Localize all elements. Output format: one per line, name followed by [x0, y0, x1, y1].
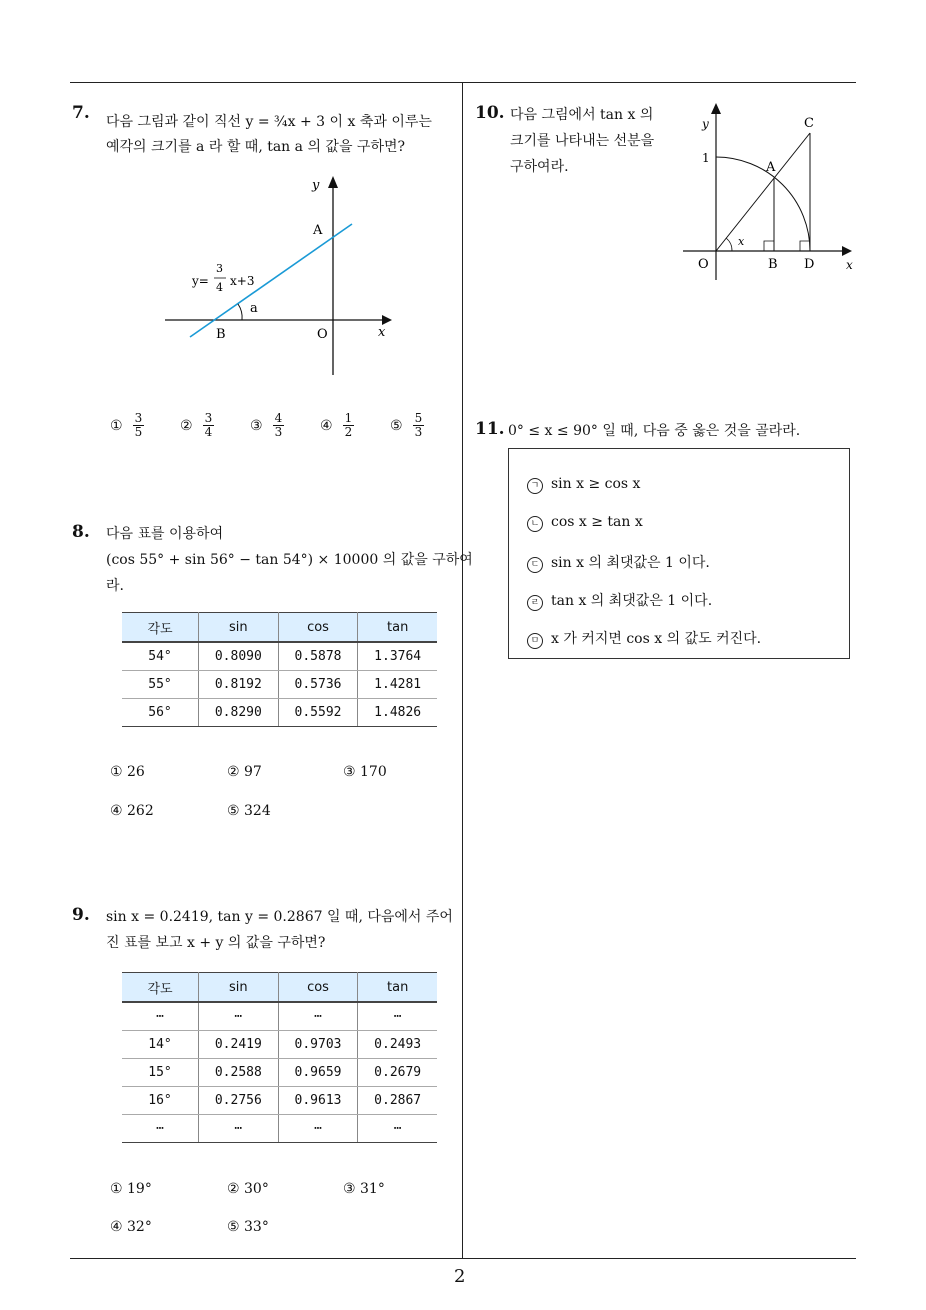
table-cell: 0.8192	[199, 671, 279, 699]
q11-item-2-text: cos x ≥ tan x	[551, 514, 643, 530]
q9-th-angle: 각도	[122, 973, 199, 1003]
q7-option-3-den: 3	[274, 425, 283, 439]
q7-option-3-mark: ③	[250, 417, 263, 434]
q11-item-5-mark: ㅁ	[527, 633, 543, 649]
table-cell: 55°	[122, 671, 199, 699]
table-cell: 0.2679	[358, 1059, 437, 1087]
q10-graph	[680, 100, 860, 280]
q11-item-5	[527, 628, 761, 649]
q9-option-1[interactable]: ① 19°	[110, 1181, 152, 1197]
q11-item-4-text: tan x 의 최댓값은 1 이다.	[551, 593, 713, 609]
q10-label-O: O	[698, 257, 709, 272]
q9-option-5[interactable]: ⑤ 33°	[227, 1219, 269, 1235]
page-number: 2	[454, 1266, 466, 1287]
q10-label-B: B	[768, 257, 778, 272]
table-cell: ⋯	[199, 1002, 279, 1031]
q7-option-3[interactable]	[250, 412, 284, 439]
q7-label-a: a	[250, 301, 258, 316]
table-row	[122, 1002, 437, 1031]
q11-item-1-text: sin x ≥ cos x	[551, 476, 641, 492]
table-cell: 0.2756	[199, 1087, 279, 1115]
q7-label-A: A	[313, 223, 323, 238]
q7-line2: 예각의 크기를 a 라 할 때, tan a 의 값을 구하면?	[106, 139, 405, 155]
q8-option-2[interactable]: ② 97	[227, 764, 262, 780]
q7-label-y: y	[312, 178, 320, 193]
q7-option-5-num: 5	[414, 411, 423, 425]
table-cell: 0.5878	[278, 642, 358, 671]
q7-option-4-den: 2	[344, 425, 353, 439]
table-cell: 1.4826	[358, 699, 437, 727]
q8-th-sin: sin	[199, 613, 279, 643]
q11-item-5-text: x 가 커지면 cos x 의 값도 커진다.	[551, 631, 762, 647]
q10-number: 10.	[475, 103, 505, 123]
q7-eq-num: 3	[216, 262, 223, 275]
q11-item-3-mark: ㄷ	[527, 557, 543, 573]
q11-item-2-mark: ㄴ	[527, 516, 543, 532]
table-cell: 0.8290	[199, 699, 279, 727]
q7-eq-prefix: y=	[192, 274, 209, 288]
q7-option-4-mark: ④	[320, 417, 333, 434]
q10-angle-arc	[726, 238, 732, 251]
table-cell: 0.5736	[278, 671, 358, 699]
q9-option-3[interactable]: ③ 31°	[343, 1181, 385, 1197]
table-row	[122, 671, 437, 699]
q7-line1: 다음 그림과 같이 직선 y = ¾x + 3 이 x 축과 이루는	[106, 114, 432, 130]
q7-x-arrow	[382, 315, 392, 325]
q11-item-1	[527, 476, 640, 494]
q7-eq-suffix: x+3	[230, 274, 255, 288]
table-cell: 56°	[122, 699, 199, 727]
q10-label-one: 1	[702, 151, 710, 165]
table-cell: ⋯	[358, 1002, 437, 1031]
table-cell: 0.9659	[278, 1059, 358, 1087]
table-cell: 0.9703	[278, 1031, 358, 1059]
q9-table	[122, 972, 437, 1143]
q7-option-2-den: 4	[204, 425, 213, 439]
table-cell: 16°	[122, 1087, 199, 1115]
table-cell: 1.4281	[358, 671, 437, 699]
q11-item-3-text: sin x 의 최댓값은 1 이다.	[551, 555, 710, 571]
table-row	[122, 642, 437, 671]
q10-label-y: y	[702, 117, 709, 131]
table-cell: 15°	[122, 1059, 199, 1087]
q9-th-tan: tan	[358, 973, 437, 1003]
table-cell: 54°	[122, 642, 199, 671]
q7-option-2-num: 3	[204, 411, 213, 425]
table-row	[122, 1059, 437, 1087]
q9-table-header	[122, 973, 437, 1003]
table-cell: ⋯	[122, 1115, 199, 1143]
table-cell: 0.2419	[199, 1031, 279, 1059]
q10-label-angle: x	[738, 235, 745, 248]
q9-option-4[interactable]: ④ 32°	[110, 1219, 152, 1235]
q10-right-angle-D	[800, 241, 810, 251]
table-cell: ⋯	[122, 1002, 199, 1031]
q8-table	[122, 612, 437, 727]
bottom-rule	[70, 1258, 856, 1259]
table-cell: 0.2867	[358, 1087, 437, 1115]
table-row	[122, 699, 437, 727]
q10-line1: 다음 그림에서 tan x 의	[510, 107, 654, 123]
table-cell: 0.9613	[278, 1087, 358, 1115]
q7-number: 7.	[72, 103, 90, 123]
table-cell: 14°	[122, 1031, 199, 1059]
q7-option-5-mark: ⑤	[390, 417, 403, 434]
q7-option-4[interactable]	[320, 412, 354, 439]
q7-graph	[160, 170, 400, 385]
q10-unit-arc	[716, 157, 810, 251]
table-row	[122, 1031, 437, 1059]
q8-number: 8.	[72, 522, 90, 542]
q9-th-cos: cos	[278, 973, 358, 1003]
q10-label-A: A	[766, 160, 776, 175]
q8-table-header	[122, 613, 437, 643]
q7-y-arrow	[328, 176, 338, 188]
q11-item-3	[527, 552, 710, 573]
q10-x-arrow	[842, 246, 852, 256]
q11-number: 11.	[475, 419, 505, 439]
q7-option-5-den: 3	[414, 425, 423, 439]
q7-angle-arc	[238, 304, 242, 320]
q8-th-angle: 각도	[122, 613, 199, 643]
q9-line2: 진 표를 보고 x + y 의 값을 구하면?	[106, 935, 326, 951]
q11-item-4-mark: ㄹ	[527, 595, 543, 611]
q8-option-4[interactable]: ④ 262	[110, 803, 154, 819]
q10-y-arrow	[711, 103, 721, 114]
table-row	[122, 1115, 437, 1143]
q10-segment-OC	[716, 133, 810, 251]
q7-option-1[interactable]	[110, 412, 144, 439]
q7-option-5[interactable]	[390, 412, 424, 439]
q8-th-tan: tan	[358, 613, 437, 643]
q7-option-3-num: 4	[274, 411, 283, 425]
q7-option-1-den: 5	[134, 425, 143, 439]
q10-label-x: x	[846, 258, 853, 272]
q9-number: 9.	[72, 905, 90, 925]
q8-line2: (cos 55° + sin 56° − tan 54°) × 10000 의 값을 구하여	[106, 552, 473, 568]
q8-line3: 라.	[106, 578, 124, 594]
q7-label-x: x	[378, 325, 386, 340]
table-cell: ⋯	[199, 1115, 279, 1143]
q7-label-O: O	[317, 327, 328, 342]
q9-option-2[interactable]: ② 30°	[227, 1181, 269, 1197]
table-cell: 0.8090	[199, 642, 279, 671]
table-cell: 0.2588	[199, 1059, 279, 1087]
q7-option-2[interactable]	[180, 412, 214, 439]
q11-line1: 0° ≤ x ≤ 90° 일 때, 다음 중 옳은 것을 골라라.	[508, 423, 801, 439]
q11-item-4	[527, 590, 712, 611]
q7-option-2-mark: ②	[180, 417, 193, 434]
top-rule	[70, 82, 856, 83]
table-cell: ⋯	[278, 1115, 358, 1143]
q8-option-5[interactable]: ⑤ 324	[227, 803, 271, 819]
q11-item-2	[527, 514, 643, 532]
q7-option-1-mark: ①	[110, 417, 123, 434]
table-cell: 0.5592	[278, 699, 358, 727]
q11-item-1-mark: ㄱ	[527, 478, 543, 494]
column-divider	[462, 82, 463, 1258]
q9-th-sin: sin	[199, 973, 279, 1003]
q8-line1: 다음 표를 이용하여	[106, 526, 224, 542]
q10-line2: 크기를 나타내는 선분을	[510, 133, 655, 149]
q9-line1: sin x = 0.2419, tan y = 0.2867 일 때, 다음에서 주어	[106, 909, 453, 925]
q8-option-3[interactable]: ③ 170	[343, 764, 387, 780]
q7-label-B: B	[216, 327, 226, 342]
table-cell: 1.3764	[358, 642, 437, 671]
q8-th-cos: cos	[278, 613, 358, 643]
q10-right-angle-B	[764, 241, 774, 251]
q10-label-C: C	[804, 116, 814, 131]
table-row	[122, 1087, 437, 1115]
table-cell: ⋯	[278, 1002, 358, 1031]
q8-option-1[interactable]: ① 26	[110, 764, 145, 780]
q10-label-D: D	[804, 257, 815, 272]
q10-line3: 구하여라.	[510, 159, 569, 175]
q7-eq-den: 4	[216, 281, 223, 294]
table-cell: ⋯	[358, 1115, 437, 1143]
table-cell: 0.2493	[358, 1031, 437, 1059]
q7-option-1-num: 3	[134, 411, 143, 425]
q7-option-4-num: 1	[344, 411, 353, 425]
